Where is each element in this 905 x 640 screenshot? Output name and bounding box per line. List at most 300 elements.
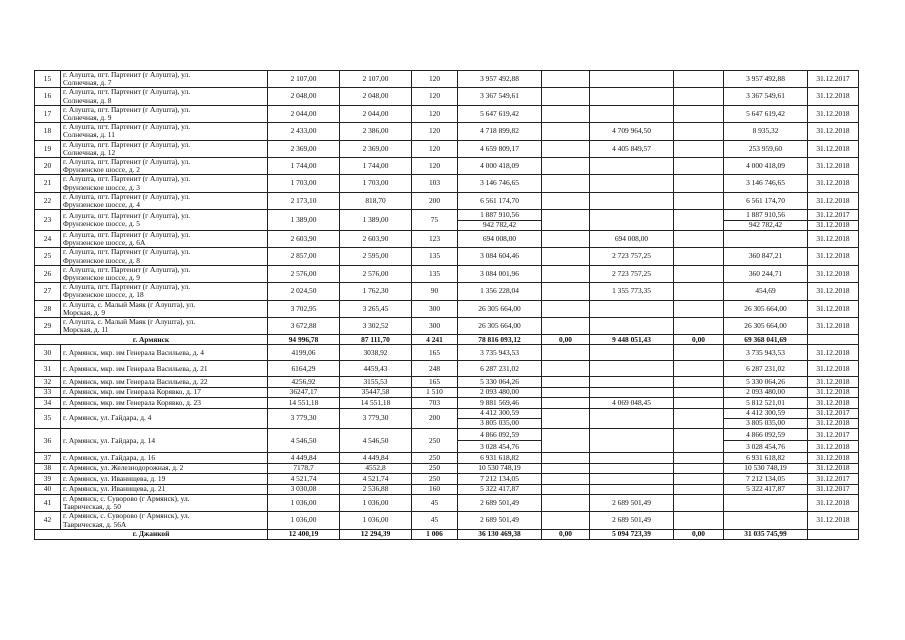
value-cell-c5: 248 xyxy=(412,361,458,377)
fund-cost-cell: 10 530 748,19 xyxy=(724,463,808,473)
value-cell-c8 xyxy=(590,71,674,88)
value-cell-c5: 75 xyxy=(412,210,458,231)
total-cost-cell: 4 659 809,17 xyxy=(458,140,542,157)
fund-cost-cell: 360 847,21 xyxy=(724,248,808,265)
value-cell-c3: 1 036,00 xyxy=(268,512,340,529)
city-name: г. Армянск xyxy=(35,335,268,345)
subtotal-cell-c4: 87 111,70 xyxy=(340,335,412,345)
value-cell-c3: 4 449,84 xyxy=(268,453,340,463)
deadline-cell: 31.12.2018 xyxy=(808,453,859,463)
row-number: 36 xyxy=(35,429,61,453)
table-row xyxy=(35,71,859,88)
table-row xyxy=(35,453,859,463)
value-cell-c8 xyxy=(590,88,674,105)
value-cell-c4: 4 521,74 xyxy=(340,474,412,484)
value-cell-c7 xyxy=(542,429,590,453)
value-cell-c8 xyxy=(590,484,674,494)
deadline-cell: 31.12.2018 xyxy=(808,318,859,335)
value-cell-c7 xyxy=(542,318,590,335)
fund-cost-cell: 26 305 664,00 xyxy=(724,300,808,317)
fund-cost-cell: 6 931 618,82 xyxy=(724,453,808,463)
deadline-cell: 31.12.2018 xyxy=(808,220,859,230)
address-line: г. Армянск, ул. Иванищева, д. 19 xyxy=(63,473,166,483)
value-cell-c7 xyxy=(542,377,590,387)
value-cell-c5: 90 xyxy=(412,283,458,300)
value-cell-c9 xyxy=(674,377,724,387)
value-cell-c4: 818,70 xyxy=(340,192,412,209)
fund-cost-cell: 3 367 549,61 xyxy=(724,88,808,105)
deadline-cell: 31.12.2018 xyxy=(808,140,859,157)
address-cell xyxy=(61,387,268,397)
value-cell-c3: 1 703,00 xyxy=(268,175,340,192)
value-cell-c3: 2 576,00 xyxy=(268,265,340,282)
fund-cost-cell: 942 782,42 xyxy=(724,220,808,230)
address-line: г. Алушта, пгт. Партенит (г Алушта), ул. xyxy=(63,157,191,167)
value-cell-c8 xyxy=(590,192,674,209)
row-number: 42 xyxy=(35,512,61,529)
fund-cost-cell xyxy=(724,512,808,529)
value-cell-c3: 2 603,90 xyxy=(268,231,340,248)
address-cell xyxy=(61,105,268,122)
value-cell-c3: 2 857,00 xyxy=(268,248,340,265)
address-line: г. Алушта, пгт. Партенит (г Алушта), ул. xyxy=(63,70,191,79)
fund-cost-cell: 360 244,71 xyxy=(724,265,808,282)
address-line: Фрунзенское шоссе, д. 2 xyxy=(63,165,140,175)
value-cell-c9 xyxy=(674,283,724,300)
value-cell-c4: 2 107,00 xyxy=(340,71,412,88)
total-cost-cell: 26 305 664,00 xyxy=(458,318,542,335)
value-cell-c5: 300 xyxy=(412,300,458,317)
row-number: 27 xyxy=(35,283,61,300)
table-row xyxy=(35,105,859,122)
total-cost-cell: 5 647 619,42 xyxy=(458,105,542,122)
subtotal-cell-c11 xyxy=(808,335,859,345)
address-line: Фрунзенское шоссе, д. 8 xyxy=(63,255,140,265)
deadline-cell: 31.12.2018 xyxy=(808,192,859,209)
table-row xyxy=(35,345,859,361)
value-cell-c5: 120 xyxy=(412,88,458,105)
value-cell-c3: 4199,06 xyxy=(268,345,340,361)
value-cell-c4: 4459,43 xyxy=(340,361,412,377)
row-number: 21 xyxy=(35,175,61,192)
fund-cost-cell: 5 647 619,42 xyxy=(724,105,808,122)
deadline-cell: 31.12.2018 xyxy=(808,419,859,429)
address-line: г. Алушта, пгт. Партенит (г Алушта), ул. xyxy=(63,105,191,114)
table-row xyxy=(35,248,859,265)
fund-cost-cell: 5 330 064,26 xyxy=(724,377,808,387)
total-cost-cell: 2 689 501,49 xyxy=(458,494,542,511)
address-line: г. Алушта, пгт. Партенит (г Алушта), ул. xyxy=(63,230,191,240)
address-cell xyxy=(61,463,268,473)
value-cell-c8: 2 723 757,25 xyxy=(590,265,674,282)
subtotal-cell-c3: 12 400,19 xyxy=(268,529,340,539)
value-cell-c9 xyxy=(674,300,724,317)
value-cell-c5: 160 xyxy=(412,484,458,494)
deadline-cell: 31.12.2017 xyxy=(808,408,859,418)
value-cell-c8 xyxy=(590,361,674,377)
deadline-cell: 31.12.2018 xyxy=(808,123,859,140)
value-cell-c3: 7178,7 xyxy=(268,463,340,473)
fund-cost-cell: 4 412 300,59 xyxy=(724,408,808,418)
value-cell-c3: 2 433,00 xyxy=(268,123,340,140)
address-cell xyxy=(61,408,268,429)
deadline-cell: 31.12.2018 xyxy=(808,265,859,282)
value-cell-c7 xyxy=(542,474,590,484)
value-cell-c9 xyxy=(674,175,724,192)
address-cell xyxy=(61,210,268,231)
value-cell-c4: 2 369,00 xyxy=(340,140,412,157)
total-cost-cell: 694 008,00 xyxy=(458,231,542,248)
registry-table-body xyxy=(35,71,859,540)
row-number: 30 xyxy=(35,345,61,361)
value-cell-c7 xyxy=(542,140,590,157)
value-cell-c7 xyxy=(542,494,590,511)
value-cell-c4: 1 036,00 xyxy=(340,494,412,511)
address-line: г. Армянск, ул. Гайдара, д. 16 xyxy=(63,453,156,463)
address-cell xyxy=(61,494,268,511)
total-cost-cell: 4 866 092,59 xyxy=(458,429,542,441)
value-cell-c8 xyxy=(590,474,674,484)
value-cell-c4: 4 449,84 xyxy=(340,453,412,463)
value-cell-c9 xyxy=(674,71,724,88)
deadline-cell: 31.12.2018 xyxy=(808,387,859,397)
value-cell-c7 xyxy=(542,123,590,140)
value-cell-c7 xyxy=(542,300,590,317)
value-cell-c9 xyxy=(674,88,724,105)
row-number: 37 xyxy=(35,453,61,463)
value-cell-c8 xyxy=(590,377,674,387)
value-cell-c7 xyxy=(542,408,590,429)
value-cell-c9 xyxy=(674,123,724,140)
total-cost-cell: 3 367 549,61 xyxy=(458,88,542,105)
value-cell-c5: 45 xyxy=(412,512,458,529)
subtotal-cell-c9: 0,00 xyxy=(674,335,724,345)
address-cell xyxy=(61,484,268,494)
value-cell-c5: 703 xyxy=(412,398,458,408)
value-cell-c5: 120 xyxy=(412,158,458,175)
value-cell-c9 xyxy=(674,408,724,429)
address-cell xyxy=(61,175,268,192)
address-line: г. Армянск, мкр. им Генерала Корявко, д. 17 xyxy=(63,387,201,397)
value-cell-c3: 2 107,00 xyxy=(268,71,340,88)
city-name: г. Джанкой xyxy=(35,529,268,539)
address-line: Морская, д. 11 xyxy=(63,325,109,335)
value-cell-c8 xyxy=(590,408,674,429)
subtotal-cell-c10: 69 368 041,69 xyxy=(724,335,808,345)
table-row xyxy=(35,210,859,220)
table-row xyxy=(35,140,859,157)
subtotal-cell-c7: 0,00 xyxy=(542,335,590,345)
address-cell xyxy=(61,71,268,88)
value-cell-c7 xyxy=(542,345,590,361)
value-cell-c9 xyxy=(674,248,724,265)
address-line: Солнечная, д. 7 xyxy=(63,78,112,88)
fund-cost-cell: 8 935,32 xyxy=(724,123,808,140)
value-cell-c8 xyxy=(590,105,674,122)
value-cell-c7 xyxy=(542,175,590,192)
value-cell-c5: 200 xyxy=(412,192,458,209)
deadline-cell: 31.12.2018 xyxy=(808,512,859,529)
value-cell-c3: 1 036,00 xyxy=(268,494,340,511)
value-cell-c9 xyxy=(674,463,724,473)
fund-cost-cell: 3 028 454,76 xyxy=(724,441,808,453)
address-line: Фрунзенское шоссе, д. 5 xyxy=(63,219,140,229)
value-cell-c7 xyxy=(542,463,590,473)
deadline-cell: 31.12.2018 xyxy=(808,231,859,248)
address-line: г. Алушта, пгт. Партенит (г Алушта), ул. xyxy=(63,265,191,274)
value-cell-c7 xyxy=(542,265,590,282)
address-line: г. Алушта, пгт. Партенит (г Алушта), ул. xyxy=(63,140,191,149)
deadline-cell: 31.12.2018 xyxy=(808,300,859,317)
fund-cost-cell xyxy=(724,494,808,511)
value-cell-c3: 3 672,88 xyxy=(268,318,340,335)
total-cost-cell: 10 530 748,19 xyxy=(458,463,542,473)
value-cell-c4: 3155,53 xyxy=(340,377,412,387)
subtotal-cell-c5: 1 006 xyxy=(412,529,458,539)
fund-cost-cell: 7 212 134,05 xyxy=(724,474,808,484)
total-cost-cell: 7 212 134,05 xyxy=(458,474,542,484)
value-cell-c4: 4552,8 xyxy=(340,463,412,473)
total-cost-cell: 6 287 231,02 xyxy=(458,361,542,377)
total-cost-cell: 4 718 899,82 xyxy=(458,123,542,140)
value-cell-c8: 694 008,00 xyxy=(590,231,674,248)
value-cell-c5: 250 xyxy=(412,429,458,453)
value-cell-c9 xyxy=(674,494,724,511)
value-cell-c4: 1 389,00 xyxy=(340,210,412,231)
fund-cost-cell: 5 322 417,87 xyxy=(724,484,808,494)
value-cell-c3: 4 546,50 xyxy=(268,429,340,453)
value-cell-c7 xyxy=(542,158,590,175)
value-cell-c7 xyxy=(542,283,590,300)
row-number: 19 xyxy=(35,140,61,157)
value-cell-c4: 3 779,30 xyxy=(340,408,412,429)
value-cell-c9 xyxy=(674,318,724,335)
total-cost-cell: 6 931 618,82 xyxy=(458,453,542,463)
address-cell xyxy=(61,140,268,157)
value-cell-c8: 2 723 757,25 xyxy=(590,248,674,265)
deadline-cell: 31.12.2017 xyxy=(808,71,859,88)
address-line: Солнечная, д. 9 xyxy=(63,113,112,123)
fund-cost-cell: 4 000 418,09 xyxy=(724,158,808,175)
value-cell-c4: 2 595,00 xyxy=(340,248,412,265)
value-cell-c9 xyxy=(674,512,724,529)
row-number: 16 xyxy=(35,88,61,105)
value-cell-c3: 2 044,00 xyxy=(268,105,340,122)
address-line: г. Армянск, мкр. им Генерала Корявко, д. 23 xyxy=(63,397,201,407)
address-line: г. Алушта, с. Малый Маяк (г Алушта), ул. xyxy=(63,317,196,327)
value-cell-c9 xyxy=(674,345,724,361)
address-cell xyxy=(61,453,268,463)
address-line: г. Армянск, с. Суворово (г Армянск), ул. xyxy=(63,494,190,503)
value-cell-c5: 1 510 xyxy=(412,387,458,397)
value-cell-c4: 2 576,00 xyxy=(340,265,412,282)
subtotal-cell-c10: 31 035 745,99 xyxy=(724,529,808,539)
city-subtotal-row xyxy=(35,529,859,539)
table-row xyxy=(35,429,859,441)
value-cell-c8: 2 689 501,49 xyxy=(590,494,674,511)
value-cell-c5: 120 xyxy=(412,105,458,122)
address-line: Фрунзенское шоссе, д. 4 xyxy=(63,200,140,210)
deadline-cell: 31.12.2017 xyxy=(808,484,859,494)
deadline-cell: 31.12.2018 xyxy=(808,463,859,473)
value-cell-c4: 3038,92 xyxy=(340,345,412,361)
subtotal-cell-c6: 36 130 469,38 xyxy=(458,529,542,539)
total-cost-cell: 1 356 228,04 xyxy=(458,283,542,300)
value-cell-c7 xyxy=(542,484,590,494)
value-cell-c4: 2 048,00 xyxy=(340,88,412,105)
value-cell-c9 xyxy=(674,398,724,408)
value-cell-c7 xyxy=(542,192,590,209)
fund-cost-cell: 3 735 943,53 xyxy=(724,345,808,361)
table-row xyxy=(35,231,859,248)
row-number: 26 xyxy=(35,265,61,282)
address-line: Фрунзенское шоссе, д. 3 xyxy=(63,182,140,192)
value-cell-c5: 300 xyxy=(412,318,458,335)
address-cell xyxy=(61,88,268,105)
value-cell-c4: 3 265,45 xyxy=(340,300,412,317)
deadline-cell: 31.12.2018 xyxy=(808,283,859,300)
fund-cost-cell: 3 146 746,65 xyxy=(724,175,808,192)
value-cell-c8 xyxy=(590,453,674,463)
address-cell xyxy=(61,429,268,453)
value-cell-c8 xyxy=(590,318,674,335)
table-row xyxy=(35,265,859,282)
row-number: 24 xyxy=(35,231,61,248)
fund-cost-cell xyxy=(724,231,808,248)
total-cost-cell: 2 093 480,00 xyxy=(458,387,542,397)
deadline-cell: 31.12.2018 xyxy=(808,88,859,105)
value-cell-c4: 1 703,00 xyxy=(340,175,412,192)
row-number: 28 xyxy=(35,300,61,317)
deadline-cell: 31.12.2018 xyxy=(808,248,859,265)
deadline-cell: 31.12.2018 xyxy=(808,494,859,511)
subtotal-cell-c8: 9 448 051,43 xyxy=(590,335,674,345)
value-cell-c4: 2 603,90 xyxy=(340,231,412,248)
fund-cost-cell: 6 561 174,70 xyxy=(724,192,808,209)
address-line: г. Алушта, пгт. Партенит (г Алушта), ул. xyxy=(63,192,191,201)
value-cell-c8: 2 689 501,49 xyxy=(590,512,674,529)
value-cell-c7 xyxy=(542,71,590,88)
value-cell-c9 xyxy=(674,429,724,453)
address-line: г. Армянск, с. Суворово (г Армянск), ул. xyxy=(63,511,190,521)
value-cell-c4: 1 036,00 xyxy=(340,512,412,529)
value-cell-c9 xyxy=(674,192,724,209)
table-row xyxy=(35,123,859,140)
value-cell-c4: 14 551,18 xyxy=(340,398,412,408)
deadline-cell: 31.12.2018 xyxy=(808,398,859,408)
registry-table xyxy=(34,70,859,540)
address-cell xyxy=(61,265,268,282)
total-cost-cell: 3 957 492,88 xyxy=(458,71,542,88)
value-cell-c4: 2 386,00 xyxy=(340,123,412,140)
row-number: 15 xyxy=(35,71,61,88)
value-cell-c8: 4 405 849,57 xyxy=(590,140,674,157)
value-cell-c9 xyxy=(674,361,724,377)
value-cell-c5: 135 xyxy=(412,265,458,282)
value-cell-c8 xyxy=(590,345,674,361)
subtotal-cell-c8: 5 094 723,39 xyxy=(590,529,674,539)
table-row xyxy=(35,158,859,175)
deadline-cell: 31.12.2018 xyxy=(808,441,859,453)
value-cell-c3: 36247,17 xyxy=(268,387,340,397)
subtotal-cell-c6: 78 816 093,12 xyxy=(458,335,542,345)
value-cell-c9 xyxy=(674,140,724,157)
address-line: Таврическая, д. 56А xyxy=(63,519,127,529)
value-cell-c4: 4 546,50 xyxy=(340,429,412,453)
deadline-cell: 31.12.2018 xyxy=(808,158,859,175)
row-number: 23 xyxy=(35,210,61,231)
row-number: 17 xyxy=(35,105,61,122)
row-number: 31 xyxy=(35,361,61,377)
table-row xyxy=(35,300,859,317)
fund-cost-cell: 1 887 910,56 xyxy=(724,210,808,220)
row-number: 22 xyxy=(35,192,61,209)
row-number: 39 xyxy=(35,474,61,484)
total-cost-cell: 3 028 454,76 xyxy=(458,441,542,453)
value-cell-c5: 120 xyxy=(412,140,458,157)
row-number: 25 xyxy=(35,248,61,265)
deadline-cell: 31.12.2018 xyxy=(808,377,859,387)
value-cell-c5: 120 xyxy=(412,123,458,140)
address-line: г. Алушта, пгт. Партенит (г Алушта), ул. xyxy=(63,282,191,292)
deadline-cell: 31.12.2017 xyxy=(808,429,859,441)
address-line: Солнечная, д. 12 xyxy=(63,147,116,157)
address-cell xyxy=(61,377,268,387)
value-cell-c8 xyxy=(590,463,674,473)
value-cell-c3: 4 521,74 xyxy=(268,474,340,484)
value-cell-c8 xyxy=(590,387,674,397)
value-cell-c3: 4256,92 xyxy=(268,377,340,387)
total-cost-cell: 3 084 001,96 xyxy=(458,265,542,282)
table-row xyxy=(35,474,859,484)
fund-cost-cell: 253 959,60 xyxy=(724,140,808,157)
table-row xyxy=(35,484,859,494)
value-cell-c4: 2 044,00 xyxy=(340,105,412,122)
total-cost-cell: 9 881 569,46 xyxy=(458,398,542,408)
value-cell-c5: 45 xyxy=(412,494,458,511)
address-line: г. Алушта, с. Малый Маяк (г Алушта), ул. xyxy=(63,300,196,309)
value-cell-c5: 165 xyxy=(412,345,458,361)
value-cell-c3: 3 702,95 xyxy=(268,300,340,317)
total-cost-cell: 26 305 664,00 xyxy=(458,300,542,317)
value-cell-c5: 250 xyxy=(412,474,458,484)
value-cell-c7 xyxy=(542,453,590,463)
value-cell-c9 xyxy=(674,453,724,463)
row-number: 29 xyxy=(35,318,61,335)
deadline-cell: 31.12.2018 xyxy=(808,105,859,122)
address-line: г. Алушта, пгт. Партенит (г Алушта), ул. xyxy=(63,122,191,132)
row-number: 20 xyxy=(35,158,61,175)
row-number: 40 xyxy=(35,484,61,494)
fund-cost-cell: 6 287 231,02 xyxy=(724,361,808,377)
row-number: 35 xyxy=(35,408,61,429)
value-cell-c9 xyxy=(674,265,724,282)
city-subtotal-row xyxy=(35,335,859,345)
address-cell xyxy=(61,318,268,335)
address-line: г. Армянск, ул. Гайдара, д. 14 xyxy=(63,435,156,445)
value-cell-c8: 4 069 048,45 xyxy=(590,398,674,408)
address-line: г. Алушта, пгт. Партенит (г Алушта), ул. xyxy=(63,87,191,97)
subtotal-cell-c11 xyxy=(808,529,859,539)
deadline-cell: 31.12.2017 xyxy=(808,210,859,220)
value-cell-c4: 1 744,00 xyxy=(340,158,412,175)
value-cell-c8 xyxy=(590,175,674,192)
value-cell-c5: 120 xyxy=(412,71,458,88)
value-cell-c3: 2 173,10 xyxy=(268,192,340,209)
row-number: 41 xyxy=(35,494,61,511)
value-cell-c5: 165 xyxy=(412,377,458,387)
value-cell-c8 xyxy=(590,158,674,175)
